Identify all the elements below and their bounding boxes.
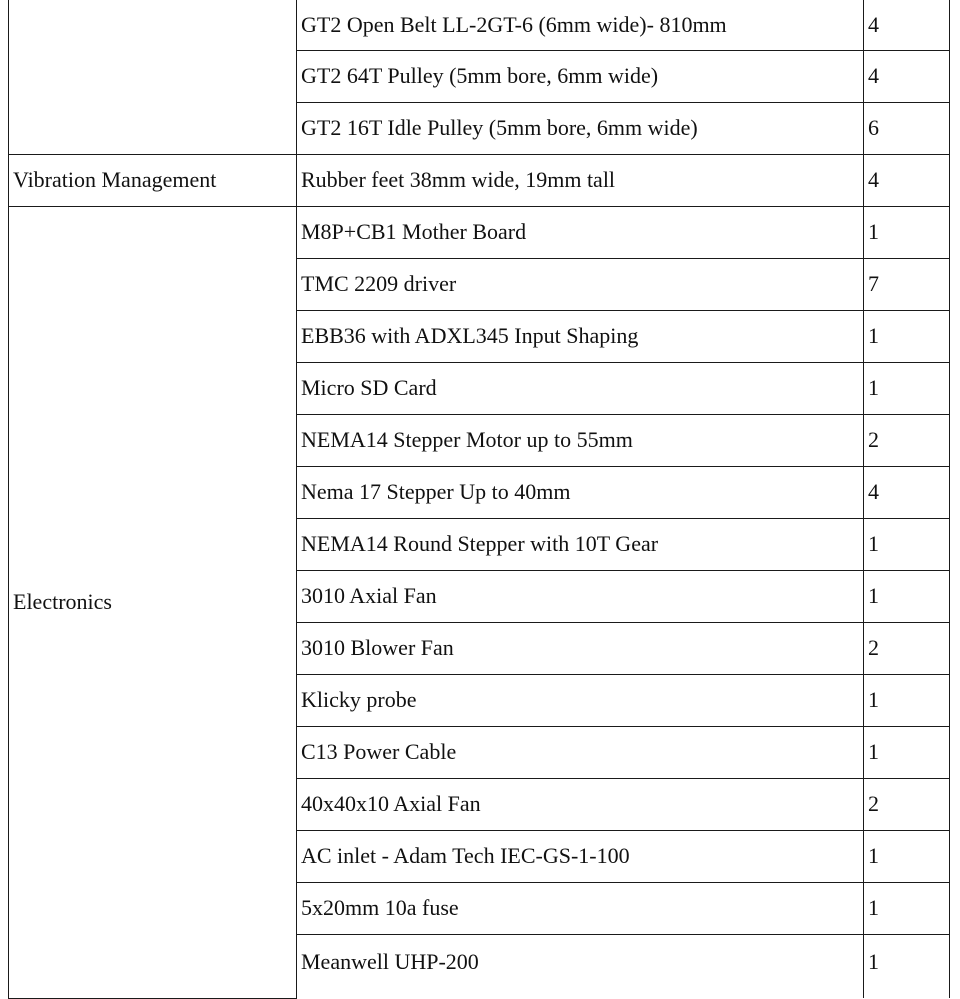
qty-cell: 1 (864, 934, 950, 998)
qty-cell: 1 (864, 518, 950, 570)
item-cell: Meanwell UHP-200 (297, 934, 864, 998)
qty-cell: 2 (864, 622, 950, 674)
qty-cell: 1 (864, 362, 950, 414)
table-row (9, 0, 950, 50)
qty-cell: 1 (864, 310, 950, 362)
item-cell: M8P+CB1 Mother Board (297, 206, 864, 258)
qty-cell: 4 (864, 466, 950, 518)
qty-cell: 2 (864, 414, 950, 466)
qty-cell: 7 (864, 258, 950, 310)
qty-cell: 1 (864, 570, 950, 622)
item-cell: AC inlet - Adam Tech IEC-GS-1-100 (297, 830, 864, 882)
qty-cell: 1 (864, 206, 950, 258)
item-cell: Klicky probe (297, 674, 864, 726)
qty-cell: 1 (864, 830, 950, 882)
qty-cell: 4 (864, 50, 950, 102)
item-cell: EBB36 with ADXL345 Input Shaping (297, 310, 864, 362)
table-row (9, 154, 950, 206)
category-cell (9, 0, 297, 154)
item-cell: GT2 16T Idle Pulley (5mm bore, 6mm wide) (297, 102, 864, 154)
item-cell: 5x20mm 10a fuse (297, 882, 864, 934)
item-cell: GT2 64T Pulley (5mm bore, 6mm wide) (297, 50, 864, 102)
item-cell: Micro SD Card (297, 362, 864, 414)
qty-cell: 2 (864, 778, 950, 830)
category-cell: Electronics (9, 206, 297, 998)
qty-cell: 1 (864, 726, 950, 778)
item-cell: NEMA14 Stepper Motor up to 55mm (297, 414, 864, 466)
table-row (9, 206, 950, 258)
bill-of-materials-table (8, 0, 950, 999)
qty-cell: 4 (864, 154, 950, 206)
item-cell: GT2 Open Belt LL-2GT-6 (6mm wide)- 810mm (297, 0, 864, 50)
item-cell: TMC 2209 driver (297, 258, 864, 310)
qty-cell: 4 (864, 0, 950, 50)
item-cell: 40x40x10 Axial Fan (297, 778, 864, 830)
item-cell: 3010 Blower Fan (297, 622, 864, 674)
item-cell: Rubber feet 38mm wide, 19mm tall (297, 154, 864, 206)
qty-cell: 6 (864, 102, 950, 154)
category-cell: Vibration Management (9, 154, 297, 206)
item-cell: C13 Power Cable (297, 726, 864, 778)
item-cell: NEMA14 Round Stepper with 10T Gear (297, 518, 864, 570)
item-cell: 3010 Axial Fan (297, 570, 864, 622)
qty-cell: 1 (864, 674, 950, 726)
item-cell: Nema 17 Stepper Up to 40mm (297, 466, 864, 518)
qty-cell: 1 (864, 882, 950, 934)
